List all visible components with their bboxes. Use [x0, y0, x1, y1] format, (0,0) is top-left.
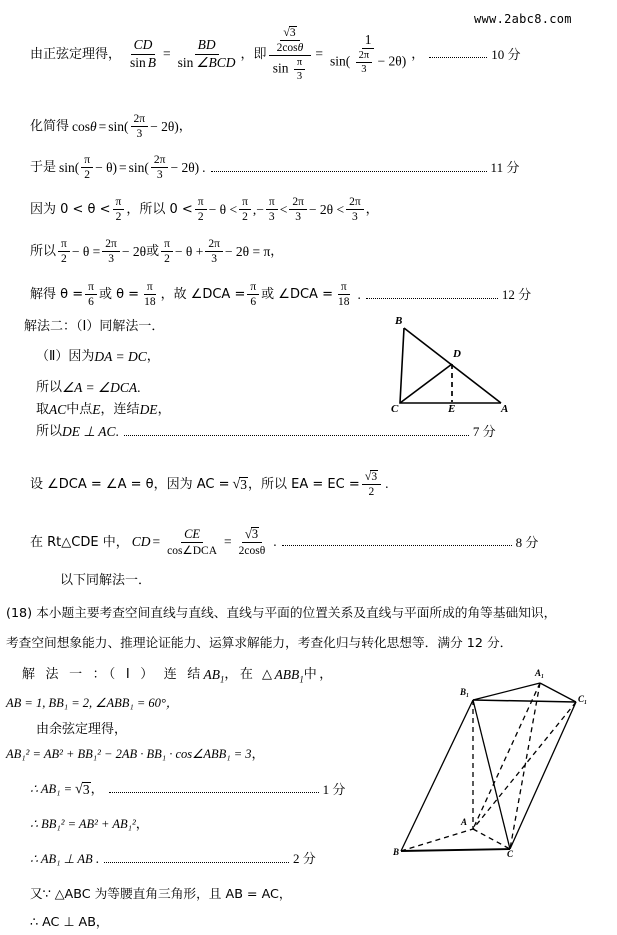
method1-lead: 解 法 一 ：（ Ⅰ ） 连 结 [22, 667, 204, 683]
cosine-law-intro: 由余弦定理得， [36, 722, 128, 737]
theta-var: θ [297, 42, 304, 55]
fraction-2pi-over-3 [131, 113, 149, 140]
range-m4: < [279, 201, 288, 217]
line-lead: 所以 [36, 380, 63, 396]
comma: ， [90, 781, 104, 797]
rt-triangle-cde-line [30, 527, 538, 557]
given-values-line [6, 697, 178, 710]
period: . [115, 424, 119, 439]
nested-fraction-right [327, 33, 409, 75]
comma-2: ， [411, 46, 425, 62]
denominator: 3 [295, 211, 301, 224]
range-lead: 因为 0 < θ < [30, 202, 111, 218]
fraction-denominator [127, 55, 159, 70]
radicand: 3 [240, 476, 248, 492]
two-cos-theta: 2cosθ [238, 545, 266, 558]
edge-b-c [401, 849, 510, 851]
solution-line [30, 281, 531, 308]
cd-var: CD [131, 534, 151, 550]
denominator [236, 543, 269, 557]
simplify-line [30, 113, 192, 140]
method2-midpoint-line [36, 403, 171, 417]
result-ab1-line [30, 782, 345, 797]
fraction-pi-over-18-a [141, 281, 159, 308]
denominator: 3 [156, 169, 163, 182]
vertex-label-b1: B₁ [460, 687, 470, 697]
sin-open-1: sin( [59, 159, 80, 175]
method2-closing: 以下同解法一． [60, 573, 152, 588]
sin-expression-denominator [327, 49, 409, 75]
fraction-pi-over-2-b [195, 196, 207, 223]
equals-sign: = [163, 46, 171, 62]
sqrt-symbol-group [283, 26, 296, 39]
denominator: 3 [268, 211, 275, 224]
fraction-numerator: CD [131, 38, 156, 54]
sin-open-paren: sin( [329, 53, 351, 69]
period: . [95, 851, 100, 866]
take-word: 取 [36, 402, 50, 418]
numerator: CE [181, 528, 203, 543]
numerator: 2π [346, 196, 364, 210]
problem18-method1-header [22, 667, 335, 685]
numerator: π [239, 196, 251, 210]
angle-b: B [147, 54, 157, 70]
vertex-label-a: A [461, 817, 468, 827]
equals-sign-2: = [224, 534, 232, 550]
segment-ac: AC [49, 402, 67, 417]
nested-fraction-left [269, 26, 312, 82]
denominator: 2 [115, 211, 122, 224]
sqrt3-numerator [280, 26, 299, 41]
method2-header: 解法二：（Ⅰ）同解法一． [24, 319, 165, 334]
numerator: π [266, 196, 278, 210]
in-triangle-words: ，在 △ [224, 667, 275, 683]
denominator: 2 [242, 211, 248, 224]
midpoint-word: 中点 [66, 402, 93, 418]
comma-1: ， [240, 46, 254, 62]
score-8: 8 分 [515, 534, 539, 550]
radicand: 3 [289, 27, 296, 39]
vertex-label-c: C [391, 403, 399, 415]
da-equals-dc: DA = DC [94, 349, 147, 364]
edge-a-c-dashed [473, 829, 510, 849]
denominator: 3 [108, 253, 114, 266]
set-theta-line [30, 470, 388, 498]
vertex-label-a1: A₁ [535, 668, 545, 678]
dotted-leader [109, 785, 319, 793]
pythagoras-expr: ∴ BB₁² = AB² + AB₁² [30, 817, 136, 832]
dotted-leader [429, 50, 487, 58]
numerator: 2π [102, 238, 120, 252]
comma: ， [251, 747, 265, 762]
edge-a1-a-dashed [473, 683, 540, 829]
fraction-2pi-over-3-a [102, 238, 120, 265]
segment-cd [400, 364, 452, 403]
denominator: 3 [351, 211, 358, 224]
edge-a1-c-dashed [510, 683, 540, 849]
period: . [357, 286, 361, 302]
radicand: 3 [251, 527, 259, 541]
sqrt-group [245, 527, 259, 541]
score-12: 12 分 [501, 287, 532, 303]
dotted-leader [211, 163, 487, 171]
comma: ， [157, 402, 171, 418]
range-line [30, 196, 379, 223]
sqrt-group [365, 470, 378, 483]
comma: ， [178, 119, 192, 135]
equation-cases-line [30, 238, 283, 265]
zhong-word: 中， [303, 667, 335, 683]
fraction-sqrt3-over-2costheta [236, 527, 269, 557]
edge-b1-c1 [473, 700, 576, 702]
denominator: 2 [84, 169, 91, 182]
fraction-pi-over-6-a [85, 281, 97, 308]
denominator: 3 [211, 253, 217, 266]
denominator: 6 [250, 296, 257, 309]
isosceles-right-triangle-line: 又∵ △ABC 为等腰直角三角形，且 AB = AC， [30, 886, 292, 901]
fraction-numerator: BD [195, 38, 219, 54]
dotted-leader [104, 855, 289, 863]
score-2: 2 分 [293, 851, 316, 867]
numerator: π [247, 281, 259, 295]
three-denominator: 3 [361, 64, 367, 76]
two-pi-numerator: 2π [356, 50, 373, 63]
cases-tail-comma: ， [270, 244, 284, 260]
dotted-leader [366, 290, 498, 298]
score-1: 1 分 [322, 781, 346, 797]
cases-m2: − 2θ [121, 243, 147, 259]
denominator: 2 [164, 253, 170, 266]
prism-figure-abc-a1b1c1 [392, 662, 592, 867]
dotted-leader [282, 538, 512, 546]
numerator: π [81, 154, 93, 168]
minus-theta-close-1: − θ) [95, 159, 118, 175]
cosine-law-equation [6, 748, 265, 761]
fraction-pi-over-2-b [161, 238, 173, 265]
fraction-2pi-over-3 [151, 154, 169, 181]
ac-perp-ab-line: ∴ AC ⊥ AB， [30, 914, 109, 929]
comma: ， [146, 349, 160, 365]
comma: ， [135, 817, 149, 832]
range-m2: − θ < [208, 201, 238, 217]
vertex-label-c: C [507, 849, 514, 859]
therefore-lead: 于是 [30, 160, 57, 176]
edge-a1-c1 [540, 683, 576, 702]
fraction-pi-over-6-b [247, 281, 259, 308]
numerator: 2π [205, 238, 223, 252]
denominator: 3 [136, 128, 143, 141]
one-numerator: 1 [362, 33, 375, 49]
or-dca-2: 或 ∠DCA = [261, 287, 333, 303]
fraction-ce-over-cosdca [164, 528, 220, 557]
cosine-law-expr: AB₁² = AB² + BB₁² − 2AB · BB₁ · cos∠ABB₁ = 3 [6, 747, 252, 762]
sin-fn: sin [130, 54, 146, 70]
numerator: π [144, 281, 156, 295]
or-word-1: 或 [146, 244, 160, 260]
numerator: π [195, 196, 207, 210]
cos-angle-dca: cos∠DCA [167, 544, 218, 557]
radicand: 3 [82, 782, 90, 797]
fraction-denominator [175, 55, 239, 70]
segment-ab1 [203, 667, 225, 685]
equals-sign: = [152, 534, 161, 550]
numerator: π [113, 196, 125, 210]
two-cos-theta [274, 41, 307, 54]
edge-b1-a1 [473, 683, 540, 700]
angle-a-equals-angle-dca: ∠A = ∠DCA [62, 380, 138, 395]
minus-2theta-close: − 2θ) [377, 53, 407, 69]
fraction-pi-over-3-a [266, 196, 278, 223]
part2-label: （Ⅱ）因为 [36, 349, 95, 365]
vertex-label-c1: C₁ [578, 694, 588, 704]
site-watermark: www.2abc8.com [474, 12, 572, 26]
fraction-pi-over-2-a [58, 238, 70, 265]
cos-fn: cos [72, 118, 91, 134]
prism-svg [392, 662, 592, 867]
radical-icon: √ [232, 475, 241, 492]
point-e: E [92, 402, 101, 417]
triangle-abb1 [274, 667, 304, 685]
result-perp-line [30, 852, 316, 866]
fraction-pi-over-2-a [113, 196, 125, 223]
three-denominator: 3 [296, 71, 303, 83]
simplify-lead: 化简得 [30, 119, 70, 135]
fraction-2pi-over-3-a [289, 196, 307, 223]
numerator: π [338, 281, 350, 295]
equals-sign: = [98, 118, 107, 134]
line-lead: 所以 [36, 424, 63, 440]
inner-fraction-pi-over-3 [294, 57, 305, 82]
set-theta-lead: 设 ∠DCA = ∠A = θ，因为 AC = [30, 476, 230, 492]
sine-rule-line [30, 26, 520, 82]
segment-de: DE [139, 402, 158, 417]
or-theta-1: 或 θ = [98, 287, 140, 303]
fraction-bd-sinbcd [175, 38, 239, 69]
denominator: 18 [144, 296, 156, 309]
ab-letters: AB [203, 667, 220, 682]
cases-lead: 所以 [30, 244, 57, 260]
sqrt-3-group [229, 477, 248, 492]
given-values: AB = 1, BB₁ = 2, ∠ABB₁ = 60°， [6, 696, 179, 710]
numerator: 2π [131, 113, 149, 127]
range-m3: ,− [252, 201, 264, 217]
fraction-pi-over-2-c [239, 196, 251, 223]
radical-icon: √ [364, 469, 372, 483]
score-7: 7 分 [472, 424, 496, 440]
cases-m3: − θ + [174, 243, 204, 259]
vertex-label-a: A [501, 403, 509, 415]
theta-var: θ [90, 118, 97, 134]
fraction-sqrt3-over-2 [362, 470, 381, 498]
radicand: 3 [371, 471, 378, 483]
fraction-pi-over-2 [81, 154, 93, 181]
numerator: 2π [151, 154, 169, 168]
range-mid-1: ，所以 0 < [126, 202, 193, 218]
nested-den-frac [270, 56, 310, 82]
period: . [202, 159, 206, 175]
abb-letters: ABB [274, 667, 300, 682]
then-word: 即 [253, 46, 267, 62]
equals-sign: = [119, 159, 127, 175]
sqrt3-numerator [362, 470, 381, 485]
method2-perp-line [36, 425, 496, 439]
range-tail-comma: ， [365, 202, 379, 218]
sqrt3-numerator [242, 527, 262, 543]
result-lead: ∴ AB₁ = [30, 782, 73, 796]
sin-fn: sin [272, 60, 289, 76]
fraction-pi-over-18-b [335, 281, 353, 308]
sin-open-2: sin( [128, 159, 149, 175]
vertex-label-d: D [453, 348, 461, 360]
radical-icon: √ [75, 781, 83, 797]
period: . [137, 380, 141, 395]
fraction-2pi-over-3-b [205, 238, 223, 265]
radical-icon: √ [283, 25, 290, 39]
fraction-2pi-over-3-b [346, 196, 364, 223]
solution-lead: 解得 θ = [30, 287, 84, 303]
range-m5: − 2θ < [308, 201, 345, 217]
vertex-label-b: B [395, 315, 403, 327]
vertex-label-b: B [393, 847, 400, 857]
period: . [273, 534, 277, 550]
rt-lead: 在 Rt△CDE 中， [30, 534, 129, 550]
subscript-1: 1 [299, 674, 304, 685]
cases-m1: − θ = [71, 243, 101, 259]
two-cos: 2cos [276, 42, 298, 55]
connect-word: ，连结 [100, 402, 140, 418]
subscript-1: 1 [219, 674, 225, 685]
perp-expr: ∴ AB₁ ⊥ AB [30, 851, 93, 866]
numerator: 2π [289, 196, 307, 210]
denominator [164, 543, 220, 557]
pi-numerator: π [294, 57, 305, 70]
nested-num-frac [269, 26, 312, 56]
inner-fraction-sqrt3-over-2costheta [274, 26, 307, 54]
numerator: π [161, 238, 173, 252]
vertex-label-e: E [448, 403, 456, 415]
denominator: 2 [368, 486, 375, 499]
therefore-sin-line [30, 154, 519, 181]
minus-2theta-close: − 2θ) [150, 118, 179, 134]
period: . [385, 476, 389, 492]
result-pythagoras-line [30, 818, 149, 831]
de-perp-ac: DE ⊥ AC [62, 424, 116, 439]
sin-open: sin( [108, 118, 129, 134]
edge-b1-b [401, 700, 473, 851]
numerator: π [85, 281, 97, 295]
cases-m4: − 2θ = π [224, 243, 271, 259]
sqrt-3-group [72, 782, 91, 797]
sin-fn: sin [177, 54, 194, 70]
problem-18-intro-line1: (18) 本小题主要考查空间直线与直线、直线与平面的位置关系及直线与平面所成的角等基础知识， [6, 605, 557, 620]
method2-angle-line [36, 381, 140, 395]
edge-c1-c [510, 702, 576, 849]
edge-b-a-dashed [401, 829, 473, 851]
score-11: 11 分 [490, 160, 520, 176]
set-theta-mid: ，所以 EA = EC = [248, 476, 360, 492]
solution-m1: ，故 ∠DCA = [160, 287, 246, 303]
inner-fraction-2pi-over-3 [356, 50, 373, 75]
dotted-leader [124, 428, 469, 436]
triangle-figure-abc [375, 316, 515, 421]
edge-b1-c [473, 700, 510, 849]
denominator: 6 [88, 296, 94, 309]
denominator: 2 [61, 253, 67, 266]
angle-bcd: ∠BCD [196, 54, 236, 70]
method2-part2-line [36, 350, 160, 364]
minus-2theta-close-2: − 2θ) [170, 159, 200, 175]
fraction-cd-sinb [127, 38, 159, 69]
equals-sign-2: = [315, 46, 323, 62]
problem-18-intro-line2: 考查空间想象能力、推理论证能力、运算求解能力，考查化归与转化思想等．满分 12 分． [6, 635, 513, 650]
numerator: π [58, 238, 70, 252]
sine-rule-lead: 由正弦定理得， [30, 46, 122, 62]
radical-icon: √ [244, 526, 252, 541]
denominator: 18 [337, 296, 350, 309]
score-10: 10 分 [491, 46, 521, 62]
denominator: 2 [197, 211, 204, 224]
